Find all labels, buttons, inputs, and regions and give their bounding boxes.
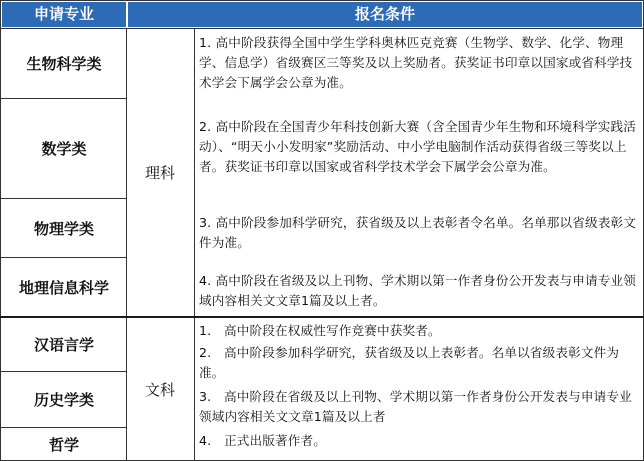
science-condition-4 [199,271,639,311]
condition-text: 3. 高中阶段参加科学研究，获省级及以上表彰者令名单。名单那以省级表彰文件为准。 [199,215,637,250]
science-condition-1 [199,33,639,93]
category-science: 理科 [144,164,175,182]
major-biology: 生物科学类 [26,55,102,73]
major-geographic-information: 地理信息科学 [18,278,109,297]
header-conditions: 报名条件 [128,2,642,27]
major-chinese-linguistics: 汉语言学 [33,336,94,354]
liberal-arts-condition-3 [199,387,639,427]
header-major: 申请专业 [2,2,126,27]
border-top [0,0,644,1]
condition-text: 1. 高中阶段获得全国中学生学科奥林匹克竞赛（生物学、数学、化学、物理学、信息学）省级赛区三等奖及以上奖励者。获奖证书印章以国家或省科学技术学会下属学会公章为准。 [199,35,633,90]
border-left [0,0,1,461]
condition-text: 2. 高中阶段参加科学研究，获省级及以上表彰者。名单以省级表彰文件为准。 [199,345,620,380]
liberal-arts-condition-1 [199,321,639,341]
condition-text: 3. 高中阶段在省级及以上刊物、学术期以第一作者身份公开发表与申请专业领域内容相关文文章1篇及以上者 [199,389,632,424]
major-mathematics: 数学类 [41,140,87,158]
liberal-arts-condition-4 [199,431,639,451]
divider-category-conditions [194,28,195,461]
liberal-arts-condition-2 [199,343,639,383]
condition-text: 4. 高中阶段在省级及以上刊物、学术期以第一作者身份公开发表与申请专业领域内容相关文文章1篇及以上者。 [199,273,637,308]
condition-text: 4. 正式出版著作者。 [199,433,327,448]
major-physics: 物理学类 [33,219,94,238]
major-philosophy: 哲学 [48,435,79,454]
science-condition-3 [199,213,639,253]
condition-text: 2. 高中阶段在全国青少年科技创新大赛（含全国青少年生物和环境科学实践活动）、“明天小小发明家”奖励活动、中小学电脑制作活动获得省级三等奖以上者。获奖证书印章以国家或省科学技术学会下属学会公章为准。 [199,119,637,174]
condition-text: 1. 高中阶段在权威性写作竞赛中获奖者。 [199,323,441,338]
major-history: 历史学类 [33,391,94,409]
category-liberal-arts: 文科 [144,380,175,399]
science-condition-2 [199,117,639,177]
